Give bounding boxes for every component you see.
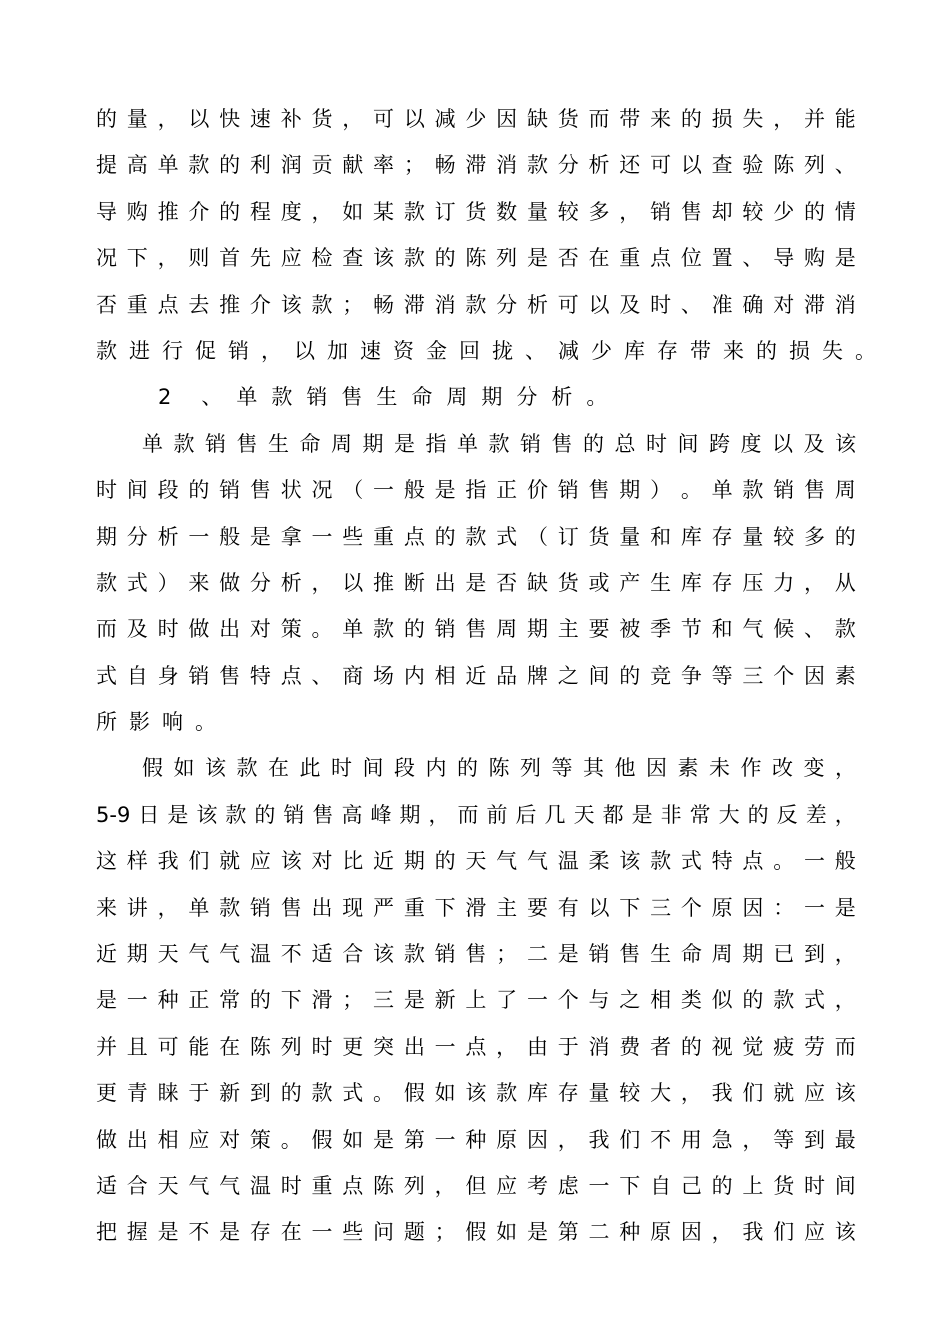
text-line: 把 握 是 不 是 存 在 一 些 问 题 ； 假 如 是 第 二 种 原 因 ， 我 们 应 该: [96, 1220, 856, 1245]
text-line: 更 青 睐 于 新 到 的 款 式 。 假 如 该 款 库 存 量 较 大 ， 我 们 就 应 该: [96, 1081, 856, 1106]
text-line: 导 购 推 介 的 程 度 ， 如 某 款 订 货 数 量 较 多 ， 销 售 却 较 少 的 情: [96, 199, 856, 224]
text-line: 所 影 响 。: [96, 710, 216, 735]
text-line: 5-9 日 是 该 款 的 销 售 高 峰 期 ， 而 前 后 几 天 都 是 非 常 大 的 反 差 ，: [96, 802, 856, 827]
text-line: 近 期 天 气 气 温 不 适 合 该 款 销 售 ； 二 是 销 售 生 命 周 期 已 到 ，: [96, 942, 856, 967]
text-line: 提 高 单 款 的 利 润 贡 献 率 ； 畅 滞 消 款 分 析 还 可 以 查 验 陈 列 、: [96, 153, 856, 178]
text-line: 来 讲 ， 单 款 销 售 出 现 严 重 下 滑 主 要 有 以 下 三 个 原 因 ： 一 是: [96, 895, 856, 920]
body-text: [96, 96, 876, 1256]
text-line: 并 且 可 能 在 陈 列 时 更 突 出 一 点 ， 由 于 消 费 者 的 视 觉 疲 劳 而: [96, 1034, 856, 1059]
text-line: 时 间 段 的 销 售 状 况 （ 一 般 是 指 正 价 销 售 期 ） 。 单 款 销 售 周: [96, 478, 856, 503]
text-line: 款 进 行 促 销 ， 以 加 速 资 金 回 拢 、 减 少 库 存 带 来 的 损 失 。: [96, 338, 876, 363]
text-line: 是 一 种 正 常 的 下 滑 ； 三 是 新 上 了 一 个 与 之 相 类 似 的 款 式 ，: [96, 988, 856, 1013]
text-line: 做 出 相 应 对 策 。 假 如 是 第 一 种 原 因 ， 我 们 不 用 急 ， 等 到 最: [96, 1127, 856, 1152]
text-line: 适 合 天 气 气 温 时 重 点 陈 列 ， 但 应 考 虑 一 下 自 己 的 上 货 时 间: [96, 1173, 856, 1198]
text-line: 况 下 ， 则 首 先 应 检 查 该 款 的 陈 列 是 否 在 重 点 位 置 、 导 购 是: [96, 246, 856, 271]
text-line: 的 量 ， 以 快 速 补 货 ， 可 以 减 少 因 缺 货 而 带 来 的 损 失 ， 并 能: [96, 107, 856, 131]
text-line: 而 及 时 做 出 对 策 。 单 款 的 销 售 周 期 主 要 被 季 节 和 气 候 、 款: [96, 617, 856, 642]
text-line: 假 如 该 款 在 此 时 间 段 内 的 陈 列 等 其 他 因 素 未 作 改 变 ，: [142, 756, 856, 781]
text-line: 式 自 身 销 售 特 点 、 商 场 内 相 近 品 牌 之 间 的 竞 争 等 三 个 因 素: [96, 663, 856, 688]
text-line: 单 款 销 售 生 命 周 期 是 指 单 款 销 售 的 总 时 间 跨 度 以 及 该: [142, 431, 856, 456]
text-line: 期 分 析 一 般 是 拿 一 些 重 点 的 款 式 （ 订 货 量 和 库 存 量 较 多 的: [96, 524, 856, 549]
text-line: 否 重 点 去 推 介 该 款 ； 畅 滞 消 款 分 析 可 以 及 时 、 准 确 对 滞 消: [96, 292, 856, 317]
section-heading: 2 、 单 款 销 售 生 命 周 期 分 析 。: [158, 385, 608, 410]
text-line: 款 式 ） 来 做 分 析 ， 以 推 断 出 是 否 缺 货 或 产 生 库 存 压 力 ， 从: [96, 570, 856, 595]
text-line: 这 样 我 们 就 应 该 对 比 近 期 的 天 气 气 温 柔 该 款 式 特 点 。 一 般: [96, 849, 856, 874]
